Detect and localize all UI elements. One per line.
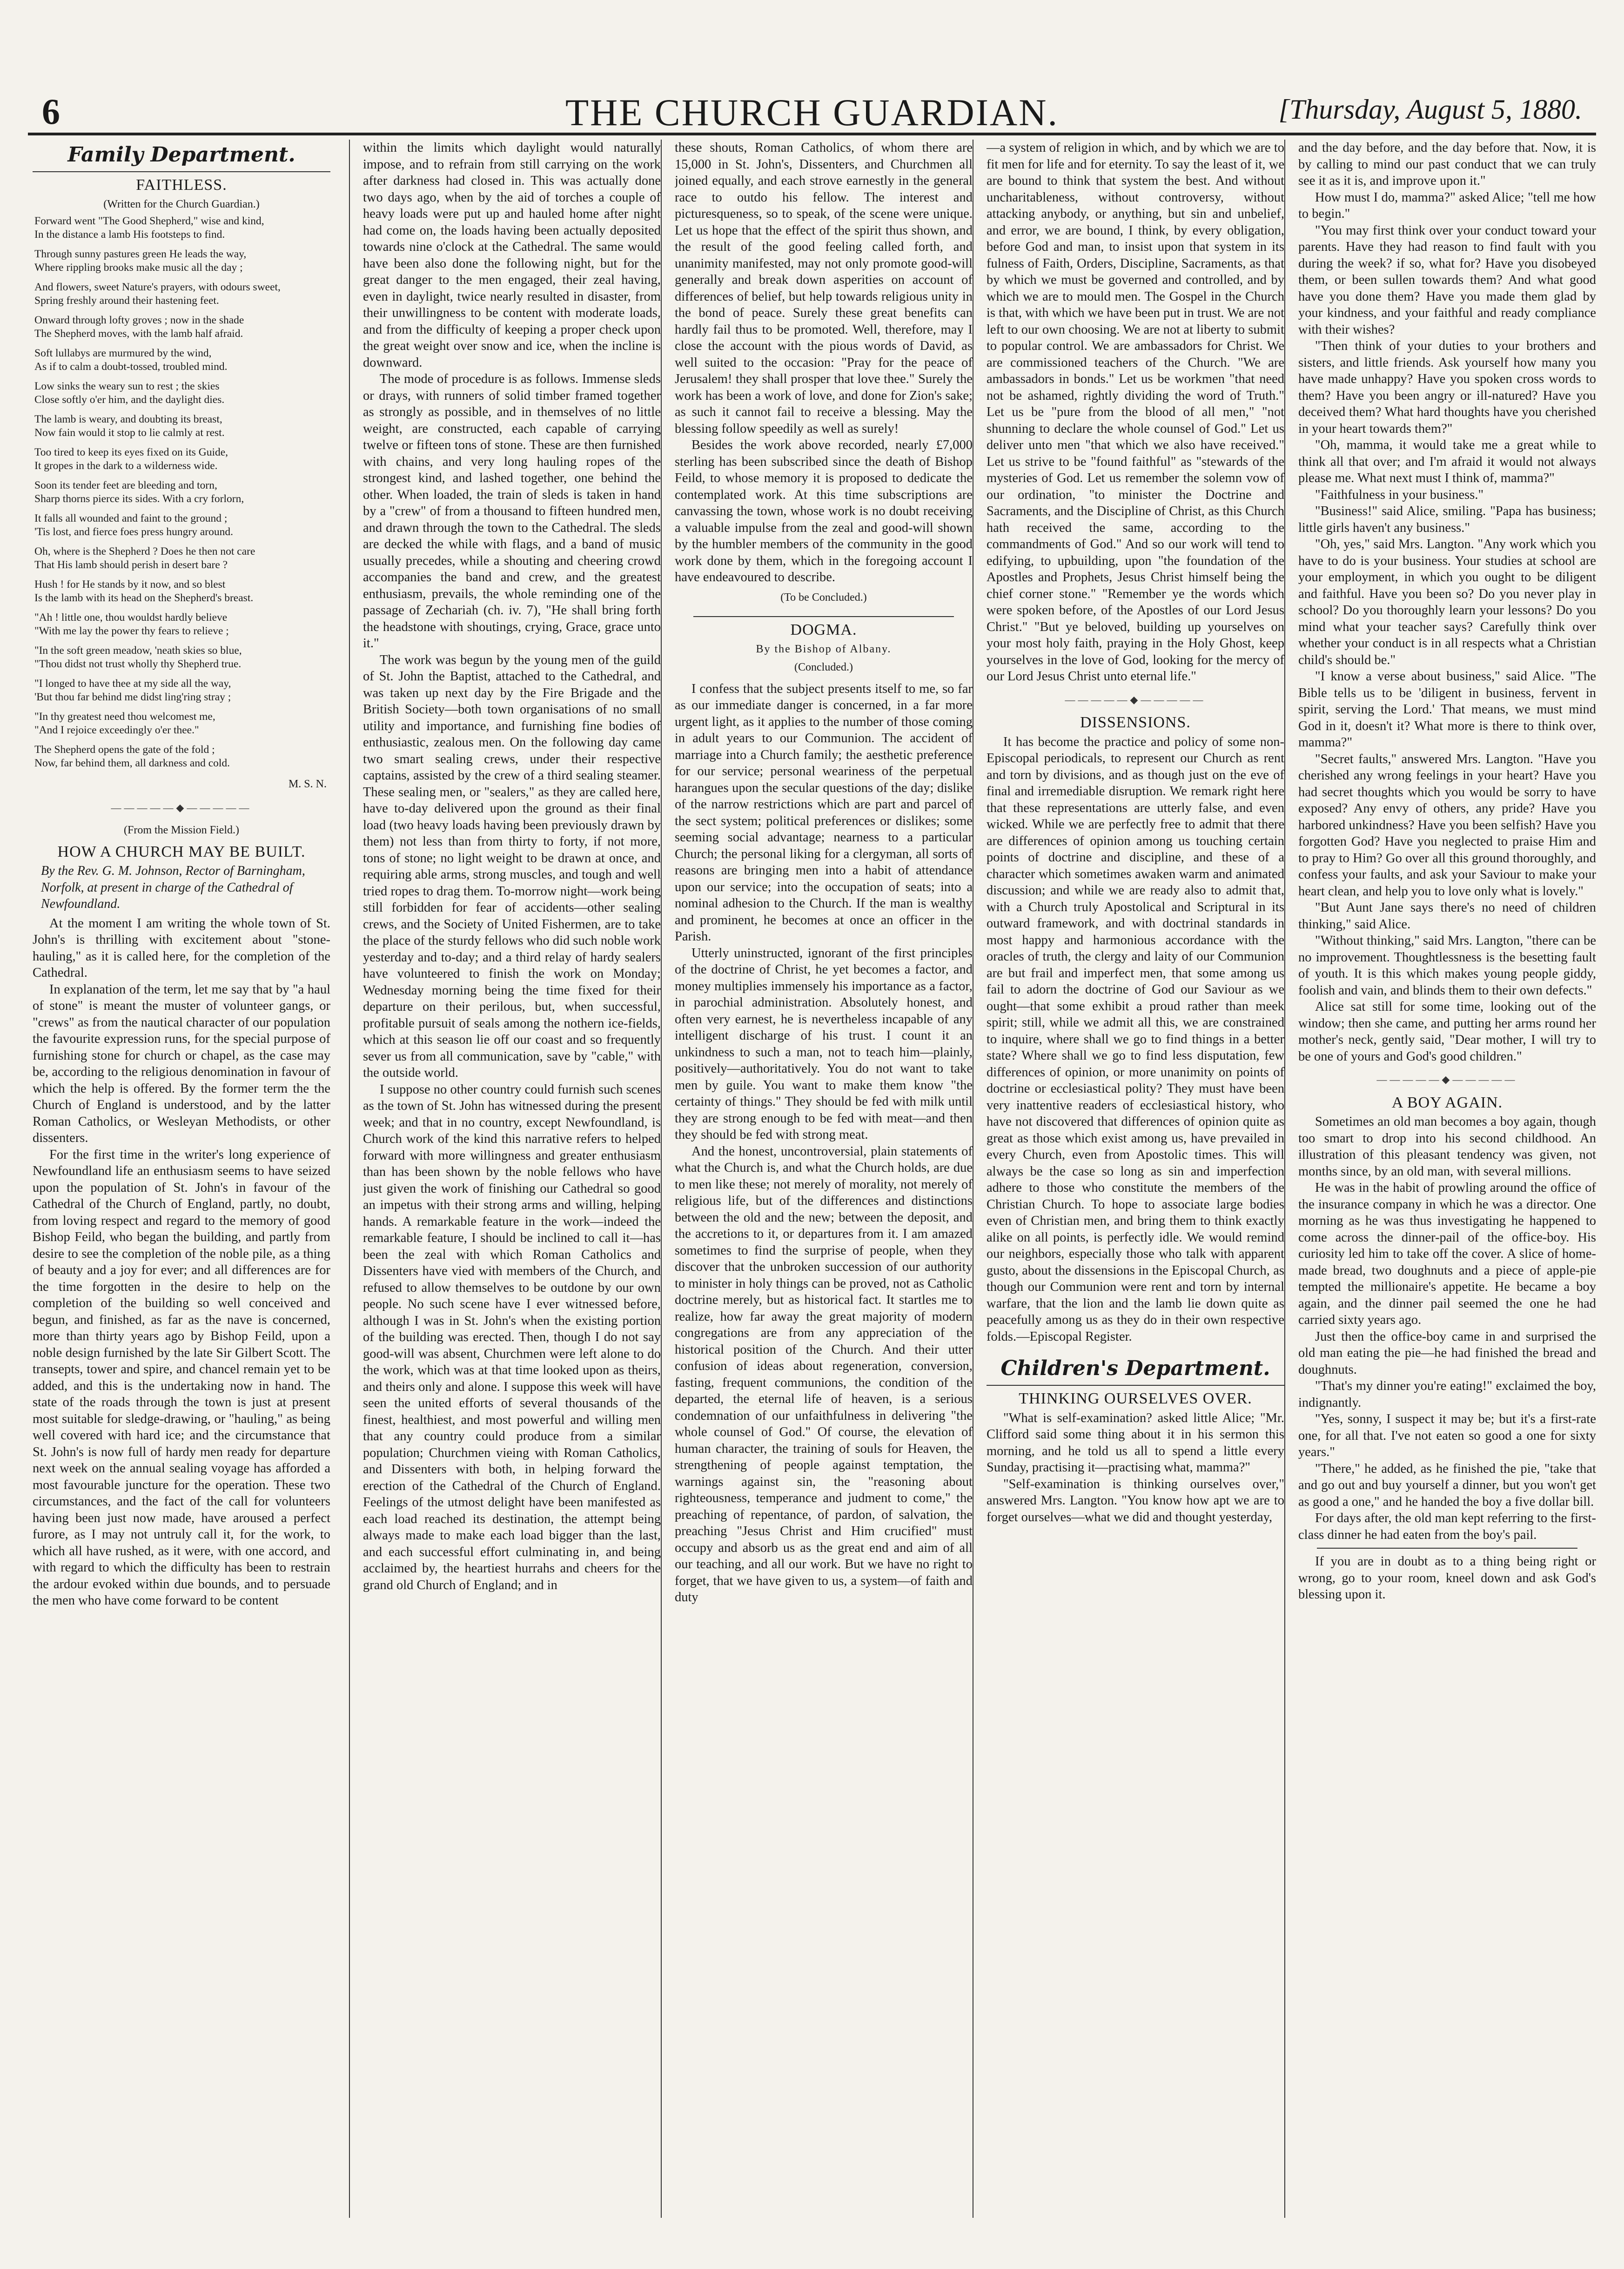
poem-stanza <box>34 446 330 473</box>
paragraph: The mode of procedure is as follows. Immense sleds or drays, with runners of solid timber framed together as strongly as possible, and in themselves of no little weight, are constructed, each capable of carrying twelve or fifteen tons of stone. These are then furnished with chains, and very long hauling ropes of the strongest kind, and lashed together, one behind the other. When loaded, the train of sleds is taken in hand by a "crew" of from a thousand to fifteen hundred men, and drawn through the town to the Cathedral. The sleds are decked the while with flags, and a band of music usually precedes, while a shouting and cheering crowd accompanies the band and crew, and the greatest enthusiasm, prevails, the whole reminding one of the passage of Zechariah (ch. iv. 7), "He shall bring forth the headstone with shoutings, crying, Grace, grace unto it." <box>363 372 661 651</box>
article-body <box>986 734 1284 1345</box>
masthead <box>28 91 1596 135</box>
paragraph: "But Aunt Jane says there's no need of children thinking," said Alice. <box>1298 900 1596 932</box>
poem-stanza <box>34 710 330 737</box>
poem-line: Soft lullabys are murmured by the wind, <box>34 347 212 359</box>
column-4 <box>986 140 1284 2218</box>
paragraph: At the moment I am writing the whole town of St. John's is thrilling with excitement about "stone-hauling," as it is called here, for the completion of the Cathedral. <box>33 916 330 980</box>
poem-line: Now fain would it stop to lie calmly at rest. <box>34 427 225 439</box>
paragraph: Besides the work above recorded, nearly £7,000 sterling has been subscribed since the death of Bishop Feild, to whose memory it is proposed to dedicate the contemplated work. At this time subscriptions are canvassing the town, whose work is no doubt receiving a valuable impulse from the zeal and good-will shown by the humbler members of the community in the good work done by them, which in the foregoing account I have endeavoured to describe. <box>675 438 973 584</box>
poem-stanza <box>34 479 330 506</box>
paragraph: "You may first think over your conduct toward your parents. Have they had reason to find fault with you during the week? if so, what for? Have you disobeyed them, or been sullen towards them? And what good have you done them? Have you made them glad by your kindness, and your faithful and ready compliance with their wishes? <box>1298 223 1596 337</box>
separator <box>33 799 330 816</box>
column-5 <box>1298 140 1596 2218</box>
section-heading: Children's Department. <box>986 1355 1284 1386</box>
poem-stanza <box>34 644 330 671</box>
poem-line: Onward through lofty groves ; now in the shade <box>34 314 244 326</box>
paragraph: Just then the office-boy came in and surprised the old man eating the pie—he had finished the bread and doughnuts. <box>1298 1329 1596 1377</box>
poem-line: 'Tis lost, and fierce foes press hungry around. <box>34 526 233 538</box>
poem-line: "With me lay the power thy fears to relieve ; <box>34 625 229 637</box>
paragraph: these shouts, Roman Catholics, of whom there are 15,000 in St. John's, Dissenters, and Churchmen all joined equally, and each strove earnestly in the general race to outdo his fellow. The interest and picturesqueness, so to speak, of the scene were unique. Let us hope that the effect of the spirit thus shown, and the result of the good feeling called forth, and unanimity manifested, may not only promote good-will generally and break down asperities on account of differences of belief, but help towards religious unity in the bond of peace. Surely these great benefits can hardly fail thus to be promoted. Well, therefore, may I close the account with the pious words of David, as well suited to the occasion: "Pray for the peace of Jerusalem! they shall prosper that love thee." Surely the work has been a work of love, and done for Zion's sake; as such it cannot fail to receive a blessing. May the blessing follow speedily as well as surely! <box>675 141 973 436</box>
paragraph: "That's my dinner you're eating!" exclaimed the boy, indignantly. <box>1298 1379 1596 1410</box>
paragraph: "Without thinking," said Mrs. Langton, "there can be no improvement. Thoughtlessness is the besetting fault of youth. It is this which makes young people giddy, foolish and vain, and blinds them to their own defects." <box>1298 933 1596 998</box>
poem-stanza <box>34 347 330 374</box>
columns <box>28 140 1596 2218</box>
column-rule <box>349 140 350 2218</box>
poem-line: Close softly o'er him, and the daylight dies. <box>34 394 225 406</box>
poem-stanza <box>34 677 330 704</box>
poem-line: And flowers, sweet Nature's prayers, with odours sweet, <box>34 281 281 293</box>
paragraph: "Self-examination is thinking ourselves over," answered Mrs. Langton. "You know how apt we are to forget ourselves—what we did and thought yesterday, <box>986 1477 1284 1524</box>
column-3 <box>675 140 973 2218</box>
paragraph: I suppose no other country could furnish such scenes as the town of St. John has witnessed during the present week; and that in no country, except Newfoundland, is Church work of the kind this narrative refers to helped forward with more willingness and greater enthusiasm than has been shown by the noble fellows who have just given the work of finishing our Cathedral so good an impetus with their strong arms and willing, helping hands. A remarkable feature in the work—indeed the remarkable feature, I should be inclined to call it—has been the zeal with which Roman Catholics and Dissenters have vied with members of the Church, and refused to allow themselves to be outdone by our own people. No such scene have I ever witnessed before, although I was in St. John's when the existing portion of the building was erected. Then, though I do not say good-will was absent, Churchmen were left alone to do the work, which was at that time looked upon as theirs, and theirs only and alone. I suppose this week will have seen the united efforts of several thousands of the finest, healthiest, and most powerful and willing men that any country could produce from a similar population; Churchmen vieing with Roman Catholics, and Dissenters with both, in helping forward the erection of the Cathedral of the Church of England. Feelings of the utmost delight have been manifested as each load reached its destination, the attempt being always made to make each load bigger than the last, and each successful effort culminating in, and being acclaimed by, the heartiest hurrahs and cheers for the grand old Church of England; and in <box>363 1082 661 1592</box>
poem-line: Through sunny pastures green He leads the way, <box>34 248 247 260</box>
article-body <box>363 140 661 1593</box>
article-title: DOGMA. <box>790 621 857 638</box>
column-2 <box>363 140 661 2218</box>
poem-stanza <box>34 578 330 605</box>
poem-line: Is the lamb with its head on the Shepherd's breast. <box>34 592 254 604</box>
poem-line: Sharp thorns pierce its sides. With a cry forlorn, <box>34 493 244 505</box>
paragraph: I confess that the subject presents itself to me, so far as our immediate danger is concerned, in a far more urgent light, as it applies to the number of those coming in adult years to our Communion. The accident of marriage into a Church family; the aesthetic preference for our service; personal weariness of the perpetual harangues upon the secular questions of the day; dislike of the narrow restrictions which are part and parcel of the sect system; political preferences or dislikes; some seeming social advantage; nearness to a particular Church; the personal liking for a clergyman, all sorts of reasons are bringing men into a habit of attendance upon our service; into the occupation of seats; into a nominal adhesion to the Church. If the man is wealthy and prominent, he becomes at once an officer in the Parish. <box>675 681 973 944</box>
poem-line: That His lamb should perish in desert bare ? <box>34 559 228 571</box>
poem-line: "And I rejoice exceedingly o'er thee." <box>34 724 199 736</box>
poem-line: "I longed to have thee at my side all the way, <box>34 678 231 690</box>
poem-line: Oh, where is the Shepherd ? Does he then not care <box>34 545 255 557</box>
column-1 <box>33 140 330 2218</box>
story-body <box>986 1410 1284 1526</box>
article-body <box>675 681 973 1606</box>
poem-note: (Written for the Church Guardian.) <box>103 198 260 210</box>
article-byline: By the Bishop of Albany. <box>756 643 892 655</box>
poem-line: "In thy greatest need thou welcomest me, <box>34 711 215 723</box>
paragraph: In explanation of the term, let me say that by "a haul of stone" is meant the muster of volunteer gangs, or "crews" as from the nautical character of our population the favourite expression runs, for the special purpose of furnishing stone for church or chapel, as the case may be, according to the religious denomination in favour of which the help is offered. By the former term the the Church of England is understood, and by the latter Roman Catholics, or Wesleyan Methodists, or other dissenters. <box>33 982 330 1145</box>
paragraph: "Secret faults," answered Mrs. Langton. "Have you cherished any wrong feelings in your heart? Have you had secret thoughts which you would be sorry to have exposed? Any envy of others, any pride? Have you harbored unkindness? Have you been selfish? Have you forgotten God? Have you neglected to praise Him and to pray to Him? Go over all this ground thoroughly, and confess your faults, and ask your Saviour to make your heart clean, and help you to love only what is lovely." <box>1298 752 1596 899</box>
divider <box>1317 1548 1577 1549</box>
poem-stanza <box>34 314 330 341</box>
article-title: DISSENSIONS. <box>1080 714 1191 731</box>
paragraph: "I know a verse about business," said Alice. "The Bible tells us to be 'diligent in business, fervent in spirit, serving the Lord.' That means, we must mind God in it, doesn't it? What more is there to think over, mamma?" <box>1298 669 1596 750</box>
paragraph: "Oh, yes," said Mrs. Langton. "Any work which you have to do is your business. Your studies at school are your employment, in which you ought to be diligent and faithful. Have you been so? Do you never play in school? Do you thoroughly learn your lessons? Do you mind what your teacher says? Carefully think over whether your conduct is in all respects what a Christian child's should be." <box>1298 537 1596 667</box>
poem-line: In the distance a lamb His footsteps to find. <box>34 228 225 241</box>
poem-line: 'But thou far behind me didst ling'ring stray ; <box>34 691 231 703</box>
poem-line: It falls all wounded and faint to the ground ; <box>34 512 228 524</box>
column-rule <box>661 140 662 2218</box>
poem-signature: M. S. N. <box>288 778 327 790</box>
poem-stanza <box>34 380 330 407</box>
paragraph: "Then think of your duties to your brothers and sisters, and little friends. Ask yourself how many you have made unhappy? Have you spoken cross words to them? Have you been angry or ill-natured? Have you deceived them? What hard thoughts have you cherished in your heart towards them?" <box>1298 339 1596 436</box>
issue-date: [Thursday, August 5, 1880. <box>1278 94 1582 125</box>
poem-line: Soon its tender feet are bleeding and torn, <box>34 479 217 491</box>
paragraph: The work was begun by the young men of the guild of St. John the Baptist, attached to the Cathedral, and was taken up next day by the Fire Brigade and the British Society—both town organisations of no small utility and importance, and furnishing fine bodies of enthusiastic, zealous men. On the following day came two smart sealing crews, under their respective captains, assisted by the crew of a third sealing steamer. These sealing men, or "sealers," as they are called here, have to-day delivered upon the ground as their final load (two heavy loads having been previously drawn by them) not less than from thirty to forty, if not more, tons of stone; no light weight to be drawn at once, and requiring able arms, strong muscles, and tough and well tried ropes to drag them. To-morrow night—work being still forbidden for fear of accidents—other sealing crews, and the Society of United Fishermen, are to take the place of the sturdy fellows who did such noble work yesterday and to-day; and a third relay of hardy sealers have volunteered to finish the work on Monday; Wednesday morning being the time fixed for their departure on their perilous, but, when successful, profitable pursuit of seals among the nothern ice-fields, which at this season lie off our coast and so frequently sever us from all communication, save by "cable," with the outside world. <box>363 652 661 1080</box>
separator <box>986 691 1284 708</box>
continued-note: (To be Concluded.) <box>780 591 867 604</box>
poem-line: "Ah ! little one, thou wouldst hardly believe <box>34 611 228 624</box>
article-body <box>986 140 1284 685</box>
article-byline: By the Rev. G. M. Johnson, Rector of Barningham, Norfolk, at present in charge of the Cathedral of Newfoundland. <box>41 864 305 911</box>
paragraph: "What is self-examination? asked little Alice; "Mr. Clifford said some thing about it in his sermon this morning, and he told us all to spend a little every Sunday, practising it—practising what, mamma?" <box>986 1410 1284 1475</box>
paragraph: It has become the practice and policy of some non-Episcopal periodicals, to represent our Church as rent and torn by divisions, and as though just on the eve of final and irremediable disruption. We remark right here that these representations are utterly false, and even wicked. While we are perfectly free to admit that there are differences of opinion among us touching certain points of doctrine and discipline, and these of a character which sometimes awaken warm and animated discussion; and while we are ready also to admit that, with a Church truly Apostolical and Scriptural in its outward framework, and with doctrinal standards in most happy and harmonious accordance with the oracles of truth, the clergy and laity of our Communion are but frail and imperfect men, that some among us fail to adorn the doctrine of God our Saviour as we ought—that some exhibit a proud rather than meek spirit; still, while we admit all this, we are constrained to inquire, where shall we go to find things in a better state? Where shall we go to find less disputation, few differences of opinion, or more unanimity on points of doctrine or ecclesiastical polity? They must have been very inattentive readers of ecclesiastical history, who have not discovered that differences of opinion quite as great as those which exist among us, have prevailed in every Church, even from Apostolic times. This will always be the case so long as sin and imperfection adhere to those who constitute the members of the Christian Church. To hope to associate large bodies even of Christian men, and bring them to think exactly alike on all points, is perfectly idle. We would remind our neighbors, especially those who talk with apparent gusto, about the dissensions in the Episcopal Church, as though our Communion were rent and torn by internal warfare, that the lion and the lamb lie down quite as peacefully among us as they do in their own respective folds.—Episcopal Register. <box>986 734 1284 1344</box>
article-title: A BOY AGAIN. <box>1391 1094 1503 1111</box>
paragraph: Sometimes an old man becomes a boy again, though too smart to drop into his second childhood. An illustration of this pleasant tendency was given, not months since, by an old man, with several millions. <box>1298 1114 1596 1179</box>
poem-stanza <box>34 611 330 638</box>
poem-stanza <box>34 248 330 275</box>
article-title: HOW A CHURCH MAY BE BUILT. <box>57 843 306 860</box>
paragraph: For the first time in the writer's long experience of Newfoundland life an enthusiasm seems to have seized upon the population of St. John's in favour of the Cathedral of the Church of England, partly, no doubt, from loving respect and regard to the memory of good Bishop Feild, who began the building, and partly from desire to see the completion of the noble pile, as a thing of beauty and a joy for ever; and all differences are for the time forgotten in the desire to help on the completion of the building so well conceived and begun, and finished, as far as the nave is concerned, more than thirty years ago by Bishop Feild, upon a noble design furnished by the late Sir Gilbert Scott. The transepts, tower and spire, and chancel remain yet to be added, and this is the undertaking now in hand. The state of the roads through the town is just at present most suitable for sledge-drawing, or "hauling," as being well covered with hard ice; and the circumstance that St. John's is now full of hardy men ready for departure next week on the annual sealing voyage has afforded a most favourable juncture for the operation. These two circumstances, and the fact of the call for volunteers having been just now made, have aroused a perfect furore, as I may not untruly call it, for the work, to which all have rushed, as it were, with one accord, and with regard to which the difficulty has been to restrain the ardour evoked within due bounds, and to persuade the men who have come forward to be content <box>33 1147 330 1608</box>
poem-stanza <box>34 413 330 440</box>
story-body <box>1298 140 1596 1065</box>
article-body <box>675 140 973 586</box>
closing-note: If you are in doubt as to a thing being right or wrong, go to your room, kneel down and ask God's blessing upon it. <box>1298 1554 1596 1602</box>
article-body <box>33 915 330 1609</box>
paragraph: "Yes, sonny, I suspect it may be; but it's a first-rate one, for all that. I've not eaten so good a one for sixty years." <box>1298 1412 1596 1459</box>
paragraph: He was in the habit of prowling around the office of the insurance company in which he was a director. One morning as he was thus investigating he happened to come across the dinner-pail of the office-boy. His curiosity led him to take off the cover. A slice of home-made bread, two doughnuts and a piece of apple-pie tempted the millionaire's appetite. He became a boy again, and the dinner pail seemed the one he had carried sixty years ago. <box>1298 1181 1596 1327</box>
poem-line: The Shepherd opens the gate of the fold ; <box>34 744 215 756</box>
poem-line: Low sinks the weary sun to rest ; the skies <box>34 380 220 392</box>
paragraph: Alice sat still for some time, looking out of the window; then she came, and putting her arms round her mother's neck, gently said, "Dear mother, I will try to be one of yours and God's good children." <box>1298 1000 1596 1064</box>
paragraph: And the honest, uncontroversial, plain statements of what the Church is, and what the Church holds, are due to men like these; not merely of morality, not merely of religious life, but of the differences and distinctions between the old and the new; between the deposit, and the accretions to it, or departures from it. I am amazed sometimes to find the surprise of people, when they discover that the unbroken succession of our authority to minister in holy things can be proved, not as Catholic doctrine merely, but as historical fact. It startles me to realize, how far away the great majority of modern congregations are from any appreciation of the historical position of the Church. And their utter confusion of ideas about regeneration, conversion, fasting, frequent communions, the condition of the departed, the eternal life of heaven, is a serious condemnation of our unfaithfulness in delivering "the whole counsel of God." Of course, the elevation of human character, the training of souls for Heaven, the strengthening of people against temptation, the warnings against sin, the "reasoning about righteousness, temperance and judment to come," the preaching of repentance, of pardon, of salvation, the preaching "Jesus Christ and Him crucified" must occupy and absorb us as the great end and aim of all our teaching, and all our work. But we have no right to forget, that we have given to us, a system—of faith and duty <box>675 1144 973 1604</box>
poem-line: Now, far behind them, all darkness and cold. <box>34 757 230 769</box>
paragraph: —a system of religion in which, and by which we are to fit men for life and for eternity. To say the least of it, we are bound to think that system the best. And without uncharitableness, without controversy, without attacking anybody, or anything, but sin and unbelief, and error, we are bound, I think, by every obligation, before God and man, to insist upon that system in its fulness of Faith, Orders, Discipline, Sacraments, as that by which we must be governed and controlled, and by which we are to mould men. The Gospel in the Church is that, with which we have been put in trust. We are not left to our own choosing. We are not at liberty to submit to popular control. We are ambassadors for Christ. We are commissioned teachers of the Church. "We are ambassadors in bonds." Let us be workmen "that need not be ashamed, rightly dividing the word of Truth." Let us be "pure from the blood of all men," "not shunning to declare the whole counsel of God." Let us deliver unto men "that which we also have received." Let us strive to be "found faithful" as "stewards of the mysteries of God. Let us remember the solemn vow of our ordination, "to minister the Doctrine and Sacraments, and the Discipline of Christ, as this Church hath received the same, according to the commandments of God." And so our work will tend to edifying, to upbuilding, upon "the foundation of the Apostles and Prophets, Jesus Christ himself being the chief corner stone." "Remember ye the words which were spoken before, of the Apostles of our Lord Jesus Christ." "But ye beloved, building up yourselves on your most holy faith, praying in the Holy Ghost, keep yourselves in the love of God, looking for the mercy of our Lord Jesus Christ unto eternal life." <box>986 141 1284 684</box>
poem-line: "Thou didst not trust wholly thy Shepherd true. <box>34 658 242 670</box>
poem-line: "In the soft green meadow, 'neath skies so blue, <box>34 644 242 657</box>
paragraph: How must I do, mamma?" asked Alice; "tell me how to begin." <box>1298 190 1596 221</box>
poem-stanza <box>34 281 330 308</box>
poem-line: Forward went "The Good Shepherd," wise and kind, <box>34 215 264 227</box>
poem-line: Hush ! for He stands by it now, and so blest <box>34 578 226 591</box>
paragraph: "Business!" said Alice, smiling. "Papa has business; little girls haven't any business." <box>1298 504 1596 535</box>
story-title: THINKING OURSELVES OVER. <box>1019 1390 1252 1407</box>
paper-title: THE CHURCH GUARDIAN. <box>565 91 1059 134</box>
poem-line: Where rippling brooks make music all the day ; <box>34 262 243 274</box>
concluded-note: (Concluded.) <box>794 661 853 673</box>
paragraph: "There," he added, as he finished the pie, "take that and go out and buy yourself a dinner, but you won't get as good a one," and he handed the boy a five dollar bill. <box>1298 1461 1596 1509</box>
poem-line: It gropes in the dark to a wilderness wide. <box>34 460 218 472</box>
article-source: (From the Mission Field.) <box>123 824 239 836</box>
poem-line: As if to calm a doubt-tossed, troubled mind. <box>34 361 228 373</box>
paragraph: For days after, the old man kept referring to the first-class dinner he had eaten from the boy's pail. <box>1298 1511 1596 1542</box>
paragraph: "Faithfulness in your business." <box>1315 487 1484 502</box>
poem-stanza <box>34 545 330 572</box>
paragraph: and the day before, and the day before that. Now, it is by calling to mind our past conduct that we can truly see it as it is, and improve upon it." <box>1298 141 1596 188</box>
paragraph: "Oh, mamma, it would take me a great while to think all that over; and I'm afraid it would not always please me. What next must I think of, mamma?" <box>1298 438 1596 485</box>
poem-stanza <box>34 743 330 770</box>
section-heading: Family Department. <box>33 141 330 172</box>
paragraph: within the limits which daylight would naturally impose, and to refrain from still carrying on the work after darkness had closed in. This was actually done two days ago, when by the aid of torches a couple of heavy loads were put up and hauled home after night had come on, the loads having been actually deposited towards nine o'clock at the Cathedral. The same would have been also done the following night, but for the great danger to the men engaged, their zeal having, even in daylight, twice nearly resulted in disaster, from their unwillingness to be content with moderate loads, and from the difficulty of keeping a proper check upon the great weight over snow and ice, when the incline is downward. <box>363 141 661 370</box>
poem-title: FAITHLESS. <box>136 176 227 194</box>
poem-stanza <box>34 215 330 242</box>
separator <box>1298 1071 1596 1088</box>
poem-line: The Shepherd moves, with the lamb half afraid. <box>34 328 243 340</box>
divider <box>693 616 954 617</box>
poem-line: Spring freshly around their hastening feet. <box>34 295 219 307</box>
poem-line: Too tired to keep its eyes fixed on its Guide, <box>34 446 228 458</box>
article-body <box>1298 1114 1596 1543</box>
poem <box>34 215 330 770</box>
page-number: 6 <box>42 91 60 132</box>
poem-stanza <box>34 512 330 539</box>
poem-line: The lamb is weary, and doubting its breast, <box>34 413 222 425</box>
column-rule <box>1284 140 1285 2218</box>
paragraph: Utterly uninstructed, ignorant of the first principles of the doctrine of Christ, he yet becomes a factor, and money multiplies immensely his importance as a factor, in parochial administration. Absolutely honest, and often very earnest, he is nevertheless incapable of any intelligent discharge of his trust. I count it an unkindness to such a man, not to teach him—plainly, positively—authoritatively. You do not want to take men by guile. You want to make them know "the certainty of things." They should be fed with milk until they are strong enough to be fed with meat—and then they should be fed with strong meat. <box>675 946 973 1142</box>
